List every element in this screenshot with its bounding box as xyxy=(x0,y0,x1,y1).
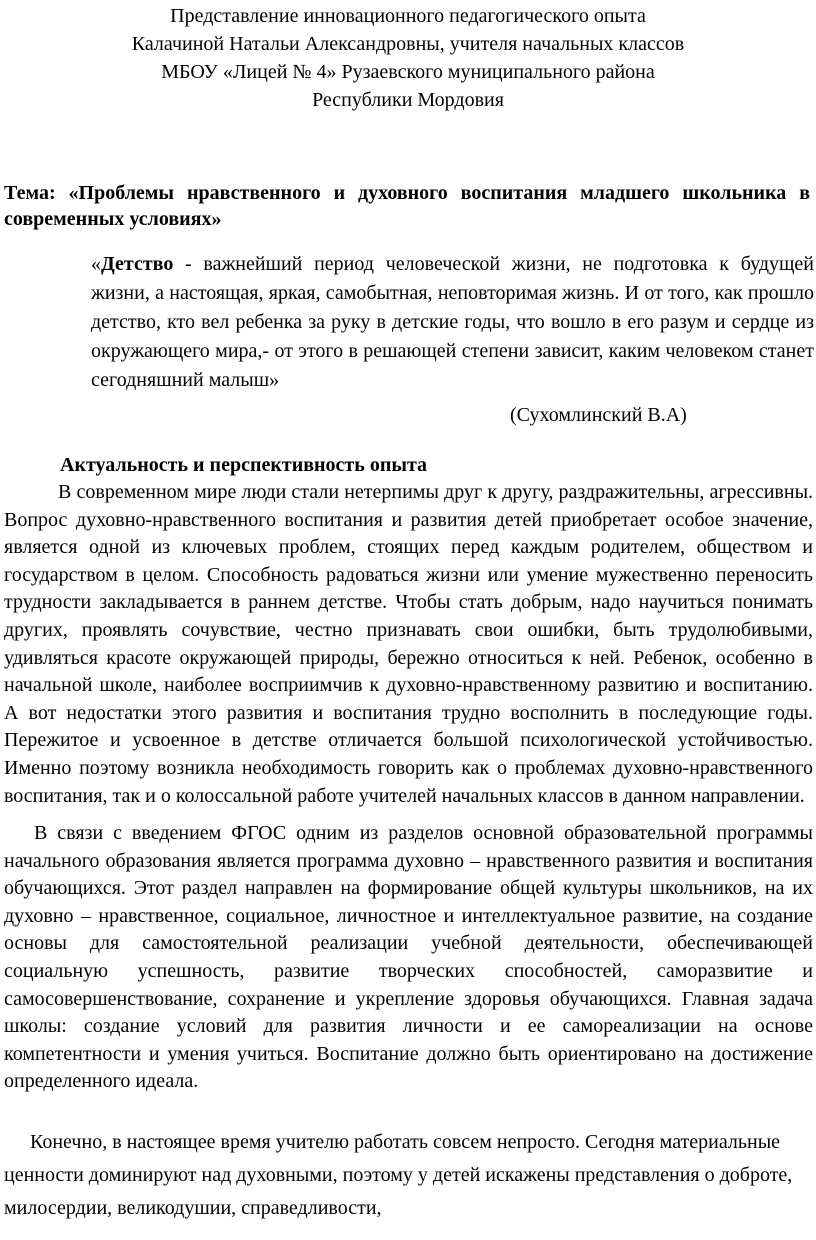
topic-heading: Тема: «Проблемы нравственного и духовного воспитания младшего школьника в современных условиях» xyxy=(4,182,810,230)
header-line-2: Калачиной Натальи Александровны, учителя начальных классов xyxy=(131,33,685,55)
document-header xyxy=(0,2,816,114)
body-paragraph-3: Конечно, в настоящее время учителю работать совсем непросто. Сегодня материальные ценности доминируют над духовными, поэтому у детей искажены представления о доброте, милосердии, великодушии, справедливости, xyxy=(4,1131,793,1219)
header-line-4: Республики Мордовия xyxy=(312,89,504,111)
header-line-1: Представление инновационного педагогического опыта xyxy=(170,5,646,27)
section-heading: Актуальность и перспективность опыта xyxy=(60,454,428,476)
epigraph-keyword: Детство xyxy=(101,253,174,275)
epigraph-text: - важнейший период человеческой жизни, не подготовка к будущей жизни, а настоящая, яркая, самобытная, неповторимая жизнь. И от того, как прошло детство, кто вел ребенка за руку в детские годы, что вошло в его разум и сердце из окружающего мира,- от этого в решающей степени зависит, каким человеком станет сегодняшний малыш» xyxy=(91,253,814,391)
body-paragraph-1: В современном мире люди стали нетерпимы друг к другу, раздражительны, агрессивны. Вопрос духовно-нравственного воспитания и развития детей приобретает особое значение, является одной из ключевых проблем, стоящих перед каждым родителем, обществом и государством в целом. Способность радоваться жизни или умение мужественно переносить трудности закладывается в раннем детстве. Чтобы стать добрым, надо научиться понимать других, проявлять сочувствие, честно признавать свои ошибки, быть трудолюбивыми, удивляться красоте окружающей природы, бережно относиться к ней. Ребенок, особенно в начальной школе, наиболее восприимчив к духовно-нравственному развитию и воспитанию. А вот недостатки этого развития и воспитания трудно восполнить в последующие годы. Пережитое и усвоенное в детстве отличается большой психологической устойчивостью. Именно поэтому возникла необходимость говорить как о проблемах духовно-нравственного воспитания, так и о колоссальной работе учителей начальных классов в данном направлении. xyxy=(4,481,813,807)
epigraph-author: (Сухомлинский В.А) xyxy=(510,404,687,426)
epigraph-open-quote: « xyxy=(91,253,101,275)
epigraph-quote xyxy=(91,250,814,395)
header-line-3: МБОУ «Лицей № 4» Рузаевского муниципального района xyxy=(161,61,655,83)
body-paragraph-2: В связи с введением ФГОС одним из разделов основной образовательной программы начального образования является программа духовно – нравственного развития и воспитания обучающихся. Этот раздел направлен на формирование общей культуры школьников, на их духовно – нравственное, социальное, личностное и интеллектуальное развитие, на создание основы для самостоятельной реализации учебной деятельности, обеспечивающей социальную успешность, развитие творческих способностей, саморазвитие и самосовершенствование, сохранение и укрепление здоровья обучающихся. Главная задача школы: создание условий для развития личности и ее самореализации на основе компетентности и умения учиться. Воспитание должно быть ориентировано на достижение определенного идеала. xyxy=(4,822,813,1093)
